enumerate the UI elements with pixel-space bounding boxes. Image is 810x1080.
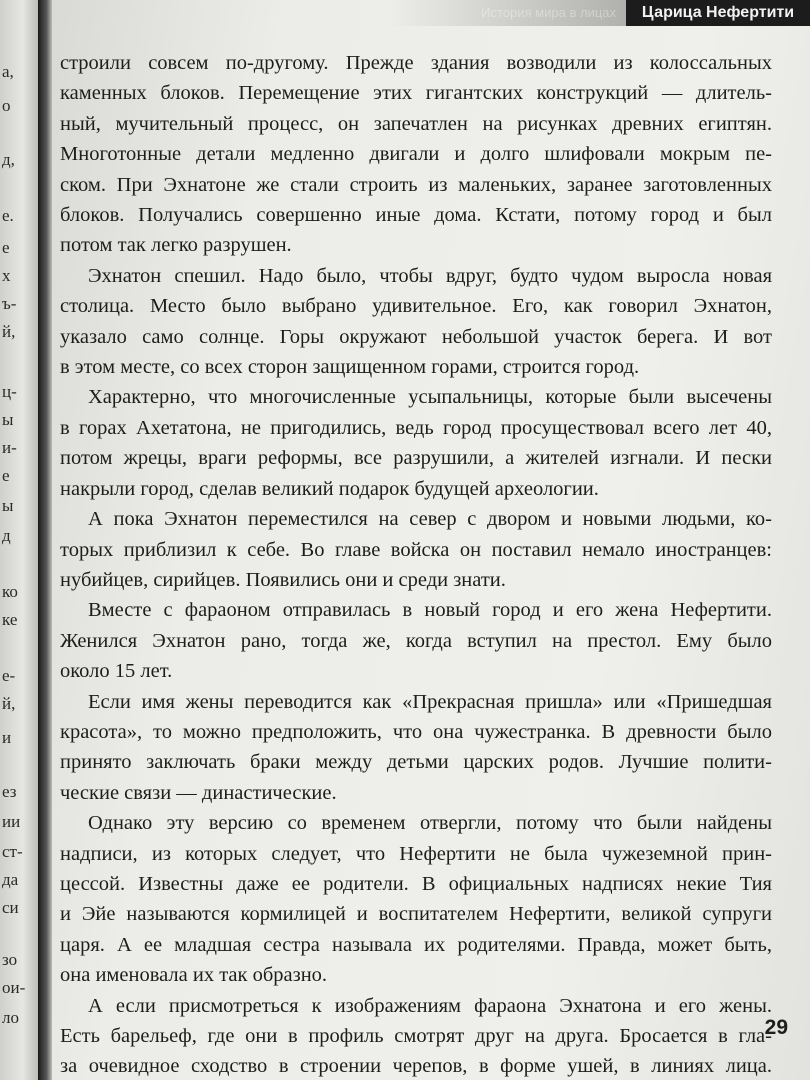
text-line: А пока Эхнатон переместился на север с двором и новыми людьми, ко- <box>88 508 772 531</box>
body-text <box>60 48 772 1080</box>
left-fragment: о <box>2 96 11 115</box>
left-fragment: ло <box>2 1008 19 1027</box>
text-line: цессой. Известны даже ее родители. В официальных надписях некие Тия <box>60 872 772 895</box>
text-line: надписи, из которых следует, что Нефертити не была чужеземной прин- <box>60 842 772 865</box>
text-line: она именовала их так образно. <box>60 964 328 987</box>
left-fragment: ии <box>2 812 21 831</box>
left-fragment: ц- <box>2 382 17 401</box>
text-line: столица. Место было выбрано удивительное. Его, как говорил Эхнатон, <box>60 295 772 318</box>
left-fragment: ы <box>2 496 14 515</box>
text-line: в горах Ахетатона, не пригодились, ведь город просуществовал всего лет 40, <box>60 416 772 439</box>
text-line: нубийцев, сирийцев. Появились они и среди знати. <box>60 568 506 591</box>
left-fragment: ке <box>2 610 18 629</box>
text-line: и Эйе называются кормилицей и воспитателем Нефертити, великой супруги <box>60 903 772 926</box>
text-line: принято заключать браки между детьми царских родов. Лучшие полити- <box>60 751 772 774</box>
left-fragment: д <box>2 526 11 545</box>
text-line: ный, мучительный процесс, он запечатлен на рисунках древних египтян. <box>60 112 772 135</box>
text-line: в этом месте, со всех сторон защищенном горами, строится город. <box>60 356 640 379</box>
text-line: А если присмотреться к изображениям фараона Эхнатона и его жены. <box>88 994 772 1017</box>
text-line: строили совсем по-другому. Прежде здания возводили из колоссальных <box>60 52 772 74</box>
text-line: Женился Эхнатон рано, тогда же, когда вступил на престол. Ему было <box>60 629 772 652</box>
left-fragment: д, <box>2 150 15 169</box>
text-line: Есть барельеф, где они в профиль смотрят друг на друга. Бросается в гла- <box>60 1025 772 1047</box>
left-fragment: да <box>2 870 19 889</box>
text-line: Если имя жены переводится как «Прекрасная пришла» или «Пришедшая <box>88 690 772 713</box>
text-line: Эхнатон спешил. Надо было, чтобы вдруг, будто чудом выросла новая <box>88 264 772 287</box>
adjacent-page-edge <box>0 0 38 1080</box>
left-fragment: е. <box>2 206 14 225</box>
text-line: Вместе с фараоном отправилась в новый город и его жена Нефертити. <box>88 599 772 622</box>
faded-header-text: История мира в лицах <box>390 0 626 26</box>
text-line: каменных блоков. Перемещение этих гигантских конструкций — длитель- <box>60 82 772 105</box>
left-fragment: си <box>2 898 19 917</box>
left-fragment: ко <box>2 582 18 601</box>
left-fragment: а, <box>2 62 14 81</box>
text-line: блоков. Получались совершенно иные дома. Кстати, потому город и был <box>60 204 772 227</box>
book-page <box>52 0 810 1080</box>
left-fragment: и- <box>2 438 17 457</box>
left-fragment: е <box>2 466 10 485</box>
left-fragment: е <box>2 238 10 257</box>
text-line: торых приблизил к себе. Во главе войска он поставил немало иностранцев: <box>60 538 772 561</box>
text-line: красота», то можно предположить, что она чужестранка. В древности было <box>60 720 772 743</box>
text-line: указало само солнце. Горы окружают небольшой участок берега. И вот <box>60 325 772 348</box>
text-line: потом жрецы, враги реформы, все разрушили, а жителей изгнали. И пески <box>60 447 772 470</box>
text-line: Многотонные детали медленно двигали и долго шлифовали мокрым пе- <box>60 143 772 166</box>
text-line: царя. А ее младшая сестра называла их родителями. Правда, может быть, <box>60 933 772 956</box>
left-fragment: й, <box>2 694 16 713</box>
text-line: ском. При Эхнатоне же стали строить из маленьких, заранее заготовленных <box>60 173 772 196</box>
left-fragment: х <box>2 266 11 285</box>
running-header <box>390 0 810 26</box>
left-fragment: ы <box>2 410 14 429</box>
text-line: Характерно, что многочисленные усыпальницы, которые были высечены <box>88 386 772 409</box>
left-fragment: ст- <box>2 842 23 861</box>
text-line: ческие связи — династические. <box>60 781 337 804</box>
page-number: 29 <box>764 1016 788 1039</box>
left-fragment: ои- <box>2 978 26 997</box>
left-fragment: е- <box>2 666 16 685</box>
left-fragment: ъ- <box>2 294 17 313</box>
left-fragment: зо <box>2 950 18 969</box>
text-line: за очевидное сходство в строении черепов, в форме ушей, в линиях лица. <box>60 1055 772 1078</box>
left-fragment: и <box>2 728 12 747</box>
text-line: около 15 лет. <box>60 660 173 683</box>
text-line: накрыли город, сделав великий подарок будущей археологии. <box>60 477 599 500</box>
text-line: потом так легко разрушен. <box>60 234 292 257</box>
text-line: Однако эту версию со временем отвергли, потому что были найдены <box>88 812 772 835</box>
running-title: Царица Нефертити <box>626 0 810 26</box>
left-fragment: й, <box>2 322 16 341</box>
left-fragment: ез <box>2 782 17 801</box>
book-gutter <box>38 0 52 1080</box>
